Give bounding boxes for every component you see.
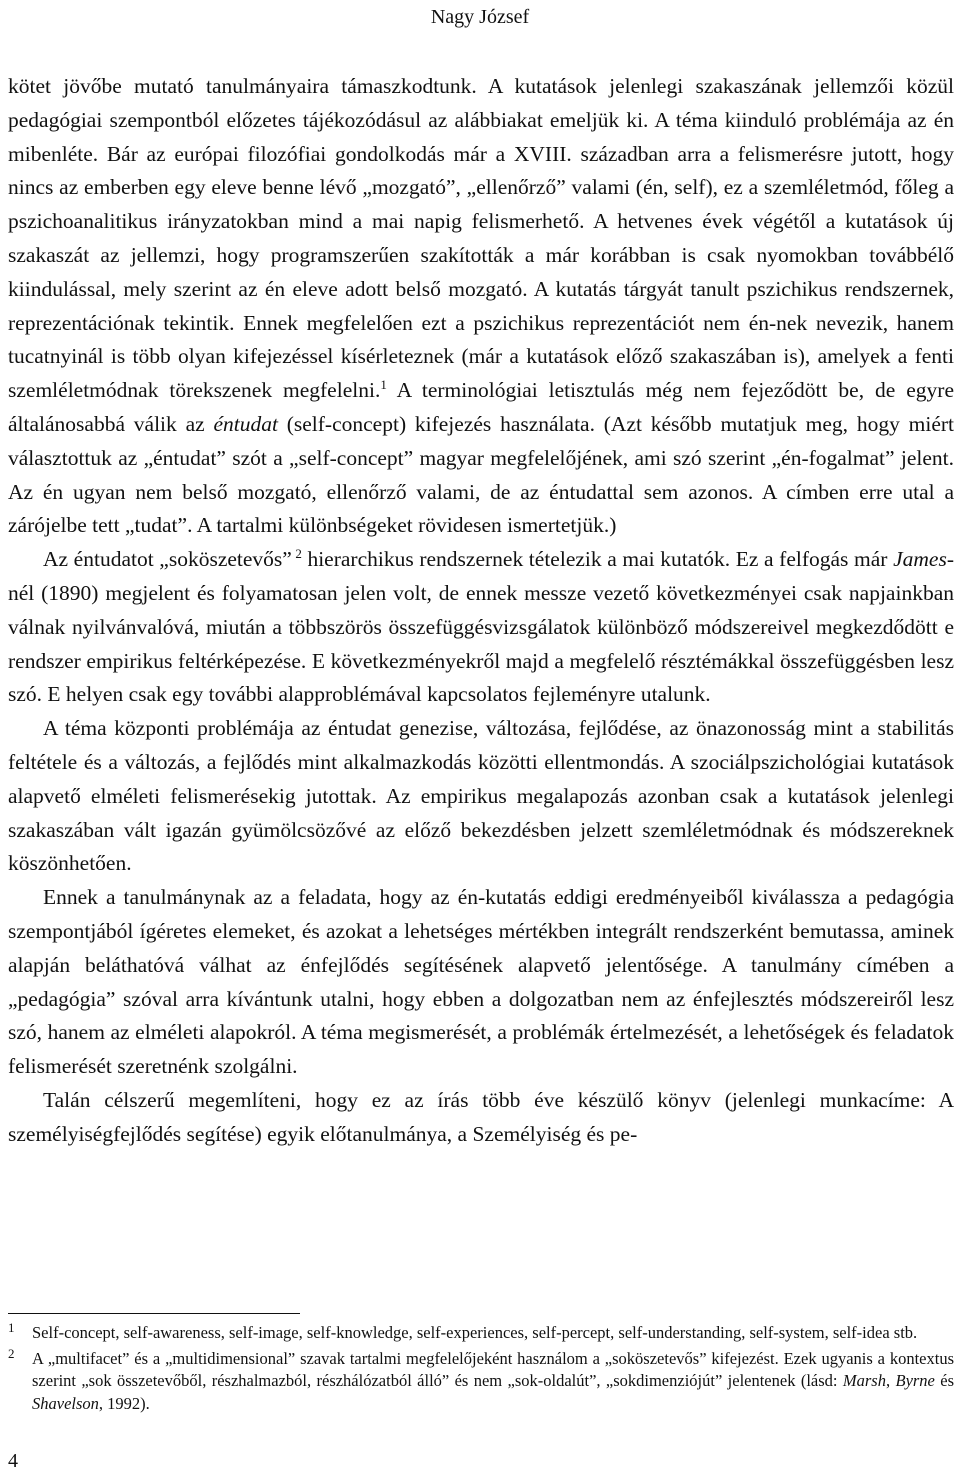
italic-text: Byrne — [895, 1371, 935, 1390]
text-run: -nél (1890) megjelent és folyamatosan jelen volt, de ennek messze vezető következményei csak napjainkban válnak nyilvánvalóvá, miután a többszörös összefüggésvizsgálatok különböző módszereivel megkezdődött e rendszer empirikus feltérképezése. E következményekről majd a megfelelő résztémákkal összefüggésben lesz szó. E helyen csak egy további alapproblémával kapcsolatos fejleményre utalunk. — [8, 547, 954, 707]
text-run: és — [934, 1371, 955, 1390]
italic-text: James — [893, 547, 947, 572]
text-run: A téma központi problémája az éntudat genezise, változása, fejlődése, az önazonosság mint a stabilitás feltétele és a változás, a fejlődés mint alkalmazkodás közötti ellentmondás. A szociálpszichológiai kutatások alapvető elméleti felismerésekig jutottak. Az empirikus megalapozás azonban csak a kutatások jelenlegi szakaszában vált igazán gyümölcsözővé az előző bekezdésben jelzett szemléletmódnak és módszereknek köszönhetően. — [8, 716, 954, 876]
text-run: , — [885, 1371, 896, 1390]
text-run: Self-concept, self-awareness, self-image, self-knowledge, self-experiences, self-percept, self-understanding, self-system, self-idea stb. — [32, 1323, 918, 1342]
text-run: (self-concept) kifejezés használata. (Azt később mutatjuk meg, hogy miért választottuk az „éntudat” szót a „self-concept” magyar megfelelőjének, ami szó szerint „én-fogalmat” jelent. Az én ugyan nem belső mozgató, ellenőrző valami, de az éntudattal sem azonos. A címben erre utal a zárójelbe tett „tudat”. A tartalmi különbségeket rövidesen ismertetjük.) — [8, 411, 954, 538]
text-run: A „multifacet” és a „multidimensional” szavak tartalmi megfelelőjeként használom a „soköszetevős” kifejezést. Ezek ugyanis a kontextus szerint „sok összetevőből, részhalmazból, részhálózatból álló” és nem „sok-oldalút”, „sokdimenziójút” jelentenek (lásd: — [32, 1348, 954, 1390]
paragraph — [8, 712, 954, 881]
footnote-number: 2 — [8, 1345, 15, 1361]
paragraph — [8, 881, 954, 1084]
footnote — [8, 1345, 955, 1416]
body-text — [8, 70, 954, 1152]
footnotes — [8, 1322, 954, 1418]
paragraph — [8, 1084, 954, 1152]
footnote-reference: 2 — [291, 546, 302, 562]
footnote — [8, 1322, 954, 1345]
footnote-number: 1 — [8, 1320, 15, 1335]
paragraph — [8, 70, 954, 543]
text-run: kötet jövőbe mutató tanulmányaira támaszkodtunk. A kutatások jelenlegi szakaszának jellemzői közül pedagógiai szempontból előzetes tájékozódásul az alábbiakat emeljük ki. A téma kiinduló problémája az én mibenléte. Bár az európai filozófiai gondolkodás már a XVIII. században arra a felismerésre jutott, hogy nincs az emberben egy eleve benne lévő „mozgató”, „ellenőrző” valami (én, self), ez a szemléletmód, főleg a pszichoanalitikus irányzatokban mind a mai napig felismerhető. A hetvenes évek végétől a kutatások új szakaszát az jellemzi, hogy programszerűen szakították a már korábban is csak nyomokban továbbélő kiindulással, mely szerint az én eleve adott belső mozgató. A kutatás tárgyát tanult pszichikus rendszernek, reprezentációnak tekintik. Ennek megfelelően ezt a pszichikus reprezentációt nem én-nek nevezik, hanem tucatnyinál is több olyan kifejezéssel kísérleteznek (már a kutatások előző szakaszában is), amelyek a fenti szemléletmódnak törekszenek megfelelni. — [8, 74, 954, 403]
italic-text: éntudat — [213, 411, 278, 436]
running-header-author: Nagy József — [430, 6, 530, 28]
text-run: , 1992). — [98, 1393, 150, 1413]
footnote-reference: 1 — [380, 377, 387, 393]
italic-text: Shavelson — [32, 1393, 99, 1413]
text-run: Talán célszerű megemlíteni, hogy ez az írás több éve készülő könyv (jelenlegi munkacíme: A személyiségfejlődés segítése) egyik előtanulmánya, a Személyiség és pe- — [8, 1087, 954, 1146]
paragraph — [8, 543, 954, 712]
text-run: Az éntudatot „soköszetevős” — [43, 547, 292, 572]
footnote-separator — [8, 1313, 300, 1314]
italic-text: Marsh — [842, 1371, 886, 1390]
page-number: 4 — [8, 1450, 18, 1472]
text-run: A terminológiai letisztulás még nem fejeződött be, de egyre általánosabbá válik az — [8, 378, 954, 436]
text-run: Ennek a tanulmánynak az a feladata, hogy az én-kutatás eddigi eredményeiből kiválassza a pedagógia szempontjából ígéretes elemeket, és azokat a lehetséges mértékben integrált rendszerként bemutassa, aminek alapján beláthatóvá válhat az énfejlődés segítésének alapvető jelentősége. A tanulmány címében a „pedagógia” szóval arra kívántunk utalni, hogy ebben a dolgozatban nem az énfejlesztés módszereiről lesz szó, hanem az elméleti alapokról. A téma megismerését, a problémák értelmezését, a lehetőségek és feladatok felismerését szeretnénk szolgálni. — [8, 885, 954, 1079]
text-run: hierarchikus rendszernek tételezik a mai kutatók. Ez a felfogás már — [301, 547, 894, 572]
